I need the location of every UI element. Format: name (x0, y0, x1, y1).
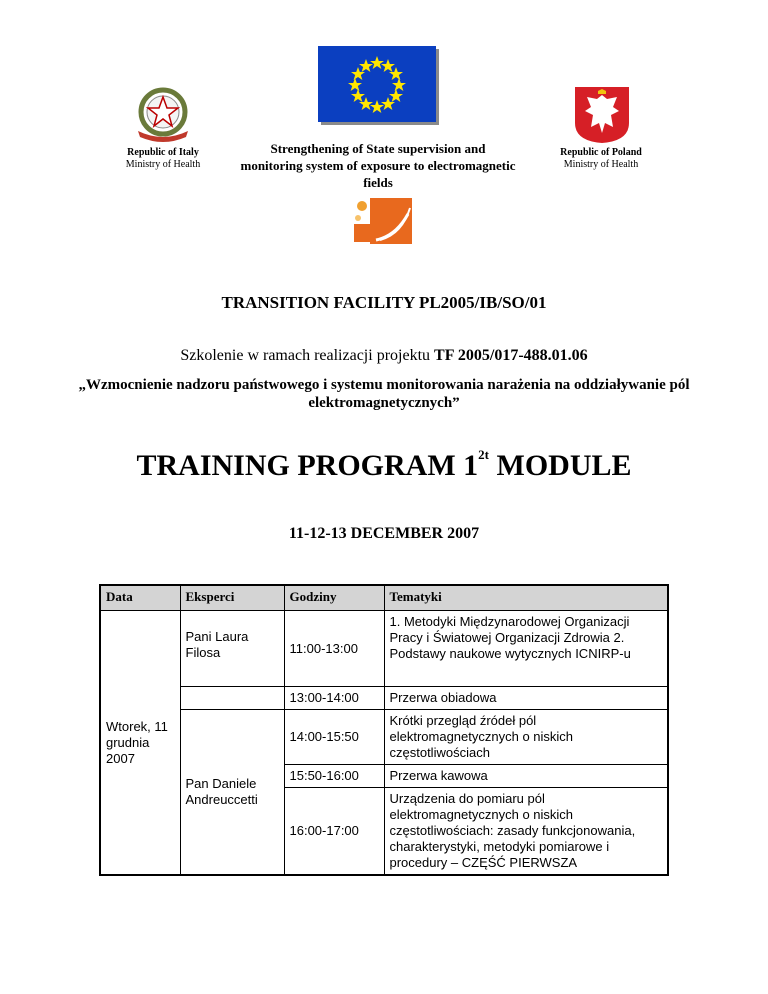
poland-caption-line2: Ministry of Health (563, 159, 639, 170)
schedule-table (99, 584, 669, 876)
date-cell: Wtorek, 11 grudnia 2007 (100, 611, 180, 876)
time-cell: 13:00-14:00 (284, 687, 384, 710)
poland-caption-line1: Republic of Poland (560, 147, 642, 158)
szkolenie-prefix: Szkolenie w ramach realizacji projektu (180, 347, 435, 364)
expert-cell: Pani Laura Filosa (180, 611, 284, 687)
italy-caption-line1: Republic of Italy (127, 147, 199, 158)
topic-cell: Przerwa obiadowa (384, 687, 668, 710)
header-godziny: Godziny (284, 585, 384, 611)
project-caption: Strengthening of State supervision and monitoring system of exposure to electromagnetic fields (240, 141, 516, 190)
header-data: Data (100, 585, 180, 611)
table-header-row (100, 585, 668, 611)
table-row (100, 611, 668, 687)
time-cell: 14:00-15:50 (284, 710, 384, 765)
header-tematyki: Tematyki (384, 585, 668, 611)
italy-emblem-icon (130, 85, 196, 145)
expert-cell: Pan Daniele Andreuccetti (180, 710, 284, 876)
transition-facility-title: TRANSITION FACILITY PL2005/IB/SO/01 (221, 293, 547, 312)
program-main: TRAINING PROGRAM 1 (136, 449, 479, 482)
topic-cell: Urządzenia do pomiaru pól elektromagnetycznych o niskich częstotliwościach: zasady funkcjonowania, charakterystyki, metodyki pomiarowe i procedury – CZĘŚĆ PIERWSZA (384, 788, 668, 876)
italy-caption (108, 147, 218, 171)
table-row (100, 710, 668, 765)
training-program-title (0, 447, 768, 483)
program-sup: 2t (478, 447, 489, 462)
poland-eagle-emblem-icon (573, 85, 631, 145)
szkolenie-line (0, 347, 768, 365)
table-row (100, 687, 668, 710)
poland-caption (546, 147, 656, 171)
project-code: TF 2005/017-488.01.06 (434, 347, 588, 364)
time-cell: 11:00-13:00 (284, 611, 384, 687)
italy-caption-line2: Ministry of Health (125, 159, 201, 170)
program-tail: MODULE (489, 449, 632, 482)
program-dates: 11-12-13 DECEMBER 2007 (288, 525, 480, 542)
topic-cell: 1. Metodyki Międzynarodowej Organizacji Pracy i Światowej Organizacji Zdrowia 2. Podstawy naukowe wytycznych ICNIRP-u (384, 611, 668, 687)
project-logo-icon (352, 196, 416, 246)
topic-cell: Krótki przegląd źródeł pól elektromagnetycznych o niskich częstotliwościach (384, 710, 668, 765)
time-cell: 15:50-16:00 (284, 765, 384, 788)
header-eksperci: Eksperci (180, 585, 284, 611)
time-cell: 16:00-17:00 (284, 788, 384, 876)
topic-cell: Przerwa kawowa (384, 765, 668, 788)
expert-cell-empty (180, 687, 284, 710)
project-name-pl: „Wzmocnienie nadzoru państwowego i systemu monitorowania narażenia na oddziaływanie pól elektromagnetycznych” (78, 377, 690, 411)
eu-flag-icon (318, 46, 436, 122)
